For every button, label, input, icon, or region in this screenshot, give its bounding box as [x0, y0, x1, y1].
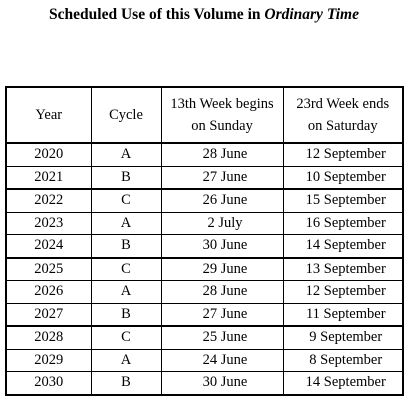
page-title-italic: Ordinary Time	[264, 6, 359, 23]
header-week-ends-line2: on Saturday	[307, 118, 378, 134]
cell-cycle: C	[91, 189, 161, 212]
cell-ends: 14 September	[283, 372, 403, 395]
cell-year: 2020	[6, 143, 91, 166]
table-row	[6, 281, 403, 304]
cell-year: 2024	[6, 235, 91, 258]
table-row	[6, 303, 403, 326]
cell-year: 2021	[6, 166, 91, 189]
header-week-ends	[283, 87, 403, 143]
cell-year: 2026	[6, 281, 91, 304]
cell-ends: 8 September	[283, 349, 403, 372]
header-week-begins-line1: 13th Week begins	[170, 96, 274, 112]
table-row	[6, 212, 403, 235]
header-cycle: Cycle	[91, 87, 161, 143]
table-header	[6, 87, 403, 143]
cell-cycle: A	[91, 281, 161, 304]
header-year: Year	[6, 87, 91, 143]
table-row	[6, 235, 403, 258]
cell-ends: 16 September	[283, 212, 403, 235]
cell-ends: 11 September	[283, 303, 403, 326]
header-week-ends-line1: 23rd Week ends	[296, 96, 390, 112]
table-header-row	[6, 87, 403, 143]
cell-begins: 28 June	[161, 143, 283, 166]
cell-year: 2028	[6, 326, 91, 349]
cell-begins: 27 June	[161, 303, 283, 326]
cell-year: 2023	[6, 212, 91, 235]
cell-cycle: B	[91, 166, 161, 189]
cell-ends: 10 September	[283, 166, 403, 189]
cell-begins: 2 July	[161, 212, 283, 235]
cell-ends: 15 September	[283, 189, 403, 212]
cell-cycle: B	[91, 372, 161, 395]
cell-ends: 12 September	[283, 281, 403, 304]
table-row	[6, 166, 403, 189]
table-row	[6, 143, 403, 166]
cell-cycle: A	[91, 349, 161, 372]
cell-begins: 28 June	[161, 281, 283, 304]
schedule-table	[5, 86, 404, 396]
page-title	[0, 6, 408, 24]
cell-ends: 12 September	[283, 143, 403, 166]
header-week-begins	[161, 87, 283, 143]
table-row	[6, 349, 403, 372]
table-row	[6, 326, 403, 349]
table-body	[6, 143, 403, 395]
cell-begins: 30 June	[161, 235, 283, 258]
cell-ends: 13 September	[283, 258, 403, 281]
cell-begins: 29 June	[161, 258, 283, 281]
cell-year: 2027	[6, 303, 91, 326]
cell-ends: 9 September	[283, 326, 403, 349]
table-row	[6, 189, 403, 212]
page-title-main: Scheduled Use of this Volume in	[49, 6, 265, 23]
cell-year: 2025	[6, 258, 91, 281]
table-row	[6, 258, 403, 281]
cell-cycle: C	[91, 258, 161, 281]
cell-year: 2022	[6, 189, 91, 212]
cell-ends: 14 September	[283, 235, 403, 258]
cell-begins: 24 June	[161, 349, 283, 372]
cell-begins: 26 June	[161, 189, 283, 212]
cell-cycle: A	[91, 212, 161, 235]
cell-begins: 27 June	[161, 166, 283, 189]
cell-begins: 30 June	[161, 372, 283, 395]
cell-cycle: B	[91, 303, 161, 326]
header-week-begins-line2: on Sunday	[191, 118, 253, 134]
cell-cycle: A	[91, 143, 161, 166]
table-row	[6, 372, 403, 395]
cell-year: 2029	[6, 349, 91, 372]
cell-year: 2030	[6, 372, 91, 395]
cell-begins: 25 June	[161, 326, 283, 349]
cell-cycle: B	[91, 235, 161, 258]
cell-cycle: C	[91, 326, 161, 349]
